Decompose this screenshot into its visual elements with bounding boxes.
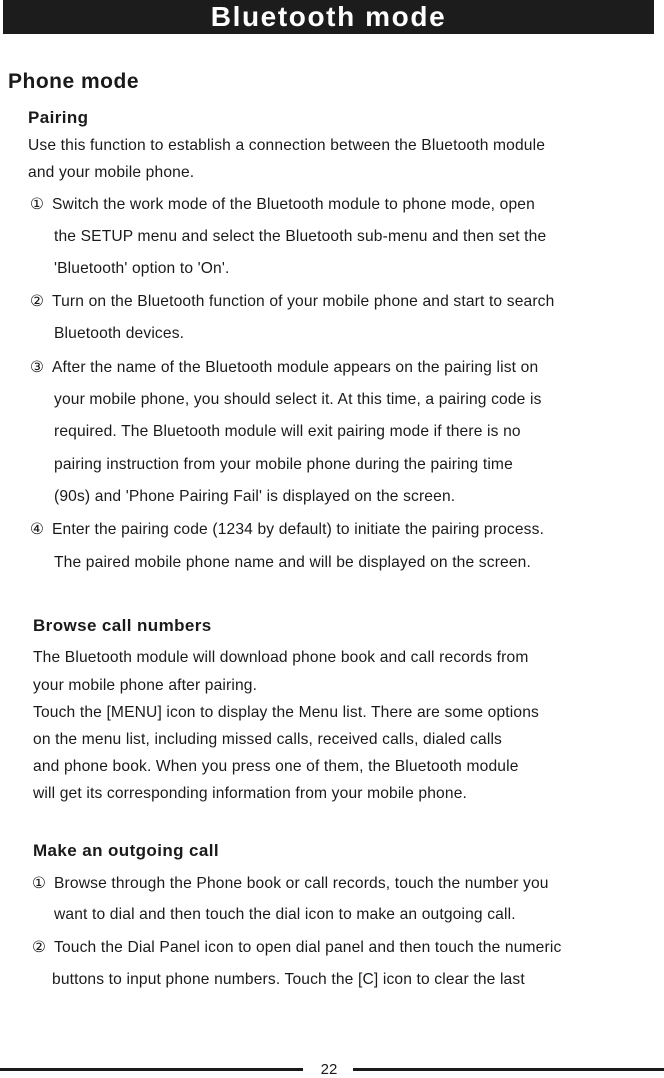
step-text: Turn on the Bluetooth function of your mobile phone and start to search (52, 293, 555, 310)
browse-line: on the menu list, including missed calls, received calls, dialed calls (33, 731, 502, 748)
browse-line: and phone book. When you press one of them, the Bluetooth module (33, 758, 519, 775)
browse-line: Touch the [MENU] icon to display the Menu list. There are some options (33, 704, 539, 721)
step-number: ① (32, 875, 47, 892)
pairing-step-3-cont: pairing instruction from your mobile phone during the pairing time (54, 456, 513, 473)
step-text: Browse through the Phone book or call records, touch the number you (54, 875, 549, 892)
pairing-step-3-cont: (90s) and 'Phone Pairing Fail' is displayed on the screen. (54, 488, 456, 505)
step-number: ① (30, 196, 45, 213)
footer-rule-right (353, 1068, 664, 1071)
pairing-step-1-cont: 'Bluetooth' option to 'On'. (54, 260, 230, 277)
step-text: Touch the Dial Panel icon to open dial panel and then touch the numeric (54, 939, 562, 956)
browse-line: The Bluetooth module will download phone book and call records from (33, 649, 529, 666)
pairing-step-3-cont: required. The Bluetooth module will exit pairing mode if there is no (54, 423, 521, 440)
outgoing-step-1-cont: want to dial and then touch the dial icon to make an outgoing call. (54, 906, 516, 923)
step-number: ④ (30, 521, 45, 538)
step-text: After the name of the Bluetooth module appears on the pairing list on (52, 359, 539, 376)
browse-line: your mobile phone after pairing. (33, 677, 258, 694)
footer-rule-left (0, 1068, 303, 1071)
outgoing-step-2-cont: buttons to input phone numbers. Touch the [C] icon to clear the last (52, 971, 525, 988)
outgoing-step-1 (32, 874, 549, 893)
pairing-step-1 (30, 195, 535, 214)
pairing-step-4-cont: The paired mobile phone name and will be displayed on the screen. (54, 554, 531, 571)
pairing-step-3 (30, 358, 538, 377)
step-number: ② (32, 939, 47, 956)
step-number: ③ (30, 359, 45, 376)
page-header: Bluetooth mode (3, 0, 654, 34)
section-title: Phone mode (8, 70, 140, 93)
step-text: Switch the work mode of the Bluetooth module to phone mode, open (52, 196, 535, 213)
pairing-step-2-cont: Bluetooth devices. (54, 325, 185, 342)
pairing-heading: Pairing (28, 108, 89, 127)
pairing-step-4 (30, 520, 544, 539)
pairing-intro-line: Use this function to establish a connection between the Bluetooth module (28, 137, 546, 154)
browse-heading: Browse call numbers (33, 616, 212, 635)
browse-line: will get its corresponding information from your mobile phone. (33, 785, 468, 802)
pairing-step-3-cont: your mobile phone, you should select it. At this time, a pairing code is (54, 391, 542, 408)
pairing-step-2 (30, 292, 554, 311)
page-number: 22 (320, 1061, 338, 1078)
step-number: ② (30, 293, 45, 310)
outgoing-step-2 (32, 938, 561, 957)
outgoing-heading: Make an outgoing call (33, 841, 219, 860)
step-text: Enter the pairing code (1234 by default) to initiate the pairing process. (52, 521, 545, 538)
pairing-step-1-cont: the SETUP menu and select the Bluetooth sub-menu and then set the (54, 228, 547, 245)
pairing-intro-line: and your mobile phone. (28, 164, 195, 181)
